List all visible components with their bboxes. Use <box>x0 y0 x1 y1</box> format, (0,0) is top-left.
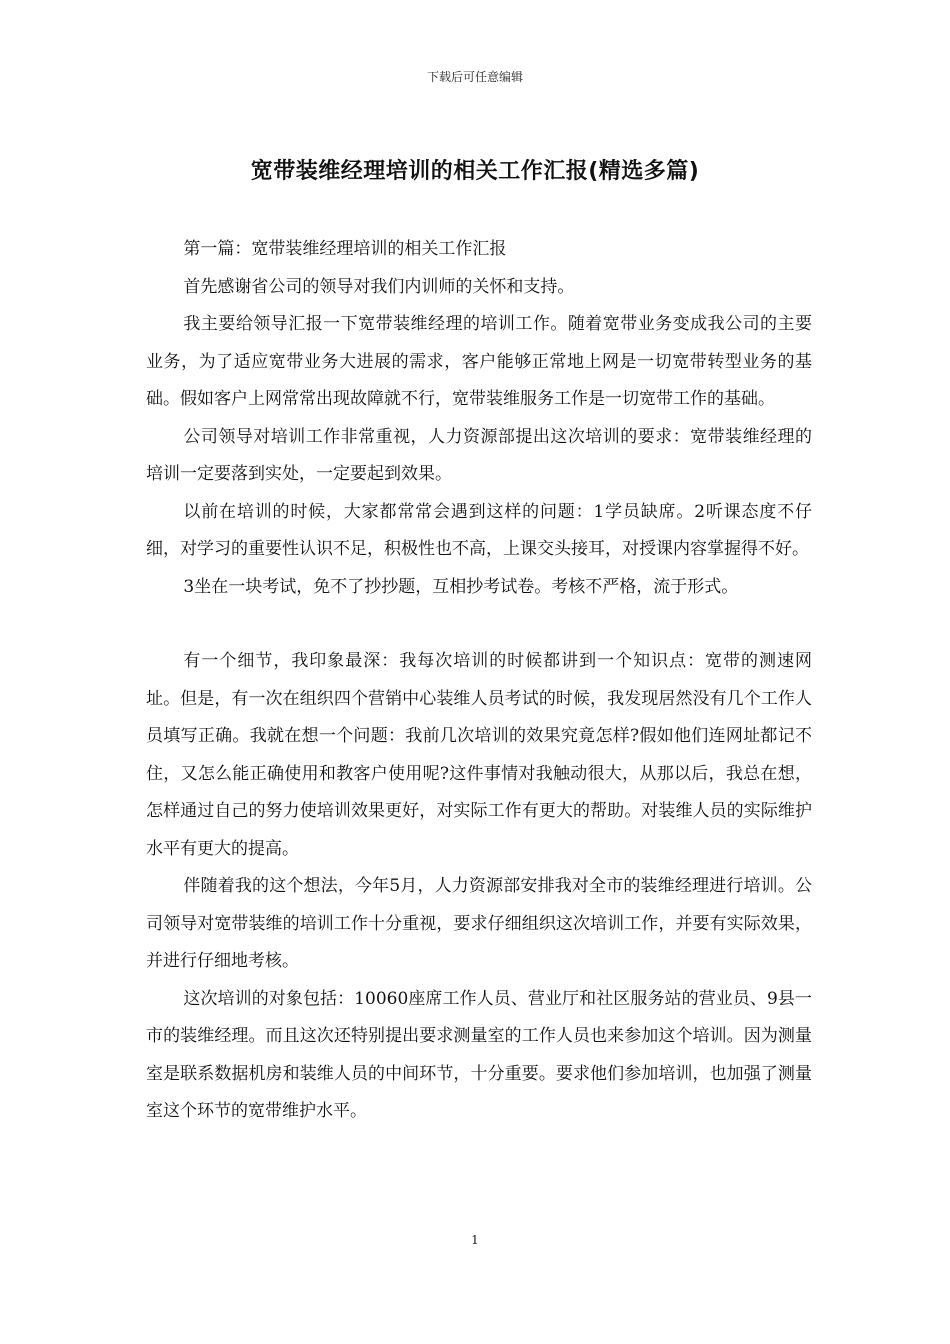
paragraph: 这次培训的对象包括：10060座席工作人员、营业厅和社区服务站的营业员、9县一市的装维经理。而且这次还特别提出要求测量室的工作人员也来参加这个培训。因为测量室是联系数据机房和装维人员的中间环节，十分重要。要求他们参加培训，也加强了测量室这个环节的宽带维护水平。 <box>146 988 812 1121</box>
page-number: 1 <box>471 1233 479 1247</box>
paragraph: 3坐在一块考试，免不了抄抄题，互相抄考试卷。考核不严格，流于形式。 <box>183 576 739 597</box>
paragraph: 有一个细节，我印象最深：我每次培训的时候都讲到一个知识点：宽带的测速网址。但是，有一次在组织四个营销中心装维人员考试的时候，我发现居然没有几个工作人员填写正确。我就在想一个问题：我前几次培训的效果究竟怎样?假如他们连网址都记不住，又怎么能正确使用和教客户使用呢?这件事情对我触动很大，从那以后，我总在想，怎样通过自己的努力使培训效果更好，对实际工作有更大的帮助。对装维人员的实际维护水平有更大的提高。 <box>146 651 812 859</box>
paragraph: 以前在培训的时候，大家都常常会遇到这样的问题：1学员缺席。2听课态度不仔细，对学习的重要性认识不足，积极性也不高，上课交头接耳，对授课内容掌握得不好。 <box>146 501 812 559</box>
paragraph: 首先感谢省公司的领导对我们内训师的关怀和支持。 <box>183 276 575 297</box>
document-body <box>146 231 812 1131</box>
paragraph: 我主要给领导汇报一下宽带装维经理的培训工作。随着宽带业务变成我公司的主要业务，为了适应宽带业务大进展的需求，客户能够正常地上网是一切宽带转型业务的基础。假如客户上网常常出现故障就不行，宽带装维服务工作是一切宽带工作的基础。 <box>146 314 812 409</box>
paragraph: 公司领导对培训工作非常重视，人力资源部提出这次培训的要求：宽带装维经理的培训一定要落到实处，一定要起到效果。 <box>146 426 812 484</box>
paragraph: 伴随着我的这个想法，今年5月，人力资源部安排我对全市的装维经理进行培训。公司领导对宽带装维的培训工作十分重视，要求仔细组织这次培训工作，并要有实际效果，并进行仔细地考核。 <box>146 876 812 971</box>
document-title: 宽带装维经理培训的相关工作汇报(精选多篇) <box>250 159 700 184</box>
header-note: 下载后可任意编辑 <box>426 70 523 84</box>
section-heading: 第一篇：宽带装维经理培训的相关工作汇报 <box>183 239 507 259</box>
